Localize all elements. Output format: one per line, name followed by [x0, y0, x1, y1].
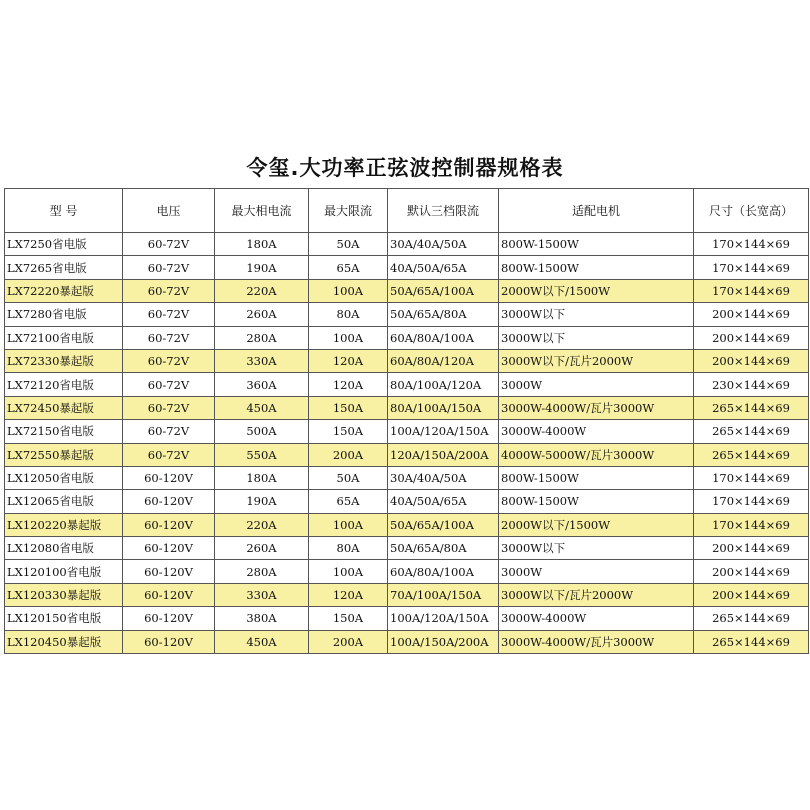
- cell-phase-current: 220A: [215, 513, 309, 536]
- table-row: [5, 490, 809, 513]
- cell-model: LX7265省电版: [5, 256, 123, 279]
- table-row: [5, 303, 809, 326]
- cell-model: LX120330暴起版: [5, 583, 123, 606]
- cell-phase-current: 450A: [215, 630, 309, 653]
- cell-model: LX120150省电版: [5, 607, 123, 630]
- cell-motor: 3000W-4000W: [499, 420, 694, 443]
- cell-phase-current: 260A: [215, 537, 309, 560]
- page-title: 令玺.大功率正弦波控制器规格表: [246, 156, 564, 180]
- cell-phase-current: 330A: [215, 349, 309, 372]
- cell-default-limits: 100A/120A/150A: [388, 607, 499, 630]
- cell-voltage: 60-72V: [123, 396, 215, 419]
- cell-max-limit: 50A: [309, 233, 388, 256]
- cell-phase-current: 330A: [215, 583, 309, 606]
- cell-motor: 800W-1500W: [499, 466, 694, 489]
- cell-motor: 800W-1500W: [499, 233, 694, 256]
- cell-voltage: 60-72V: [123, 349, 215, 372]
- cell-motor: 3000W: [499, 373, 694, 396]
- header-row: [5, 189, 809, 233]
- cell-motor: 800W-1500W: [499, 490, 694, 513]
- cell-voltage: 60-72V: [123, 373, 215, 396]
- cell-model: LX72150省电版: [5, 420, 123, 443]
- cell-default-limits: 30A/40A/50A: [388, 466, 499, 489]
- table-row: [5, 279, 809, 302]
- cell-max-limit: 50A: [309, 466, 388, 489]
- header-model: 型 号: [5, 189, 123, 233]
- cell-model: LX120220暴起版: [5, 513, 123, 536]
- cell-max-limit: 120A: [309, 373, 388, 396]
- cell-size: 170×144×69: [694, 279, 809, 302]
- header-size: 尺寸（长宽高）: [694, 189, 809, 233]
- table-row: [5, 256, 809, 279]
- table-row: [5, 233, 809, 256]
- cell-phase-current: 180A: [215, 466, 309, 489]
- cell-motor: 2000W以下/1500W: [499, 279, 694, 302]
- cell-default-limits: 40A/50A/65A: [388, 256, 499, 279]
- cell-motor: 3000W以下/瓦片2000W: [499, 583, 694, 606]
- cell-size: 200×144×69: [694, 560, 809, 583]
- cell-motor: 3000W以下: [499, 326, 694, 349]
- cell-size: 265×144×69: [694, 630, 809, 653]
- cell-size: 200×144×69: [694, 326, 809, 349]
- cell-size: 265×144×69: [694, 396, 809, 419]
- cell-phase-current: 190A: [215, 256, 309, 279]
- cell-max-limit: 65A: [309, 256, 388, 279]
- cell-voltage: 60-72V: [123, 233, 215, 256]
- cell-phase-current: 450A: [215, 396, 309, 419]
- cell-phase-current: 260A: [215, 303, 309, 326]
- cell-phase-current: 380A: [215, 607, 309, 630]
- cell-motor: 3000W以下: [499, 537, 694, 560]
- cell-max-limit: 100A: [309, 326, 388, 349]
- cell-max-limit: 65A: [309, 490, 388, 513]
- cell-default-limits: 50A/65A/80A: [388, 537, 499, 560]
- header-max-limit: 最大限流: [309, 189, 388, 233]
- header-default-limits: 默认三档限流: [388, 189, 499, 233]
- table-row: [5, 630, 809, 653]
- cell-size: 265×144×69: [694, 420, 809, 443]
- cell-model: LX12080省电版: [5, 537, 123, 560]
- cell-model: LX72450暴起版: [5, 396, 123, 419]
- cell-motor: 3000W-4000W/瓦片3000W: [499, 630, 694, 653]
- cell-max-limit: 80A: [309, 303, 388, 326]
- cell-max-limit: 100A: [309, 279, 388, 302]
- cell-max-limit: 120A: [309, 349, 388, 372]
- cell-max-limit: 100A: [309, 560, 388, 583]
- header-phase-current: 最大相电流: [215, 189, 309, 233]
- cell-voltage: 60-72V: [123, 443, 215, 466]
- table-row: [5, 349, 809, 372]
- cell-phase-current: 190A: [215, 490, 309, 513]
- cell-phase-current: 220A: [215, 279, 309, 302]
- cell-size: 265×144×69: [694, 607, 809, 630]
- cell-motor: 2000W以下/1500W: [499, 513, 694, 536]
- cell-motor: 3000W-4000W/瓦片3000W: [499, 396, 694, 419]
- cell-phase-current: 550A: [215, 443, 309, 466]
- cell-voltage: 60-120V: [123, 560, 215, 583]
- cell-default-limits: 60A/80A/100A: [388, 560, 499, 583]
- cell-voltage: 60-120V: [123, 537, 215, 560]
- cell-default-limits: 60A/80A/120A: [388, 349, 499, 372]
- cell-default-limits: 80A/100A/150A: [388, 396, 499, 419]
- cell-max-limit: 150A: [309, 607, 388, 630]
- cell-size: 170×144×69: [694, 233, 809, 256]
- cell-motor: 3000W-4000W: [499, 607, 694, 630]
- cell-size: 265×144×69: [694, 443, 809, 466]
- table-row: [5, 420, 809, 443]
- cell-size: 200×144×69: [694, 583, 809, 606]
- cell-max-limit: 200A: [309, 443, 388, 466]
- cell-voltage: 60-72V: [123, 303, 215, 326]
- cell-voltage: 60-72V: [123, 420, 215, 443]
- cell-default-limits: 50A/65A/80A: [388, 303, 499, 326]
- table-row: [5, 583, 809, 606]
- cell-size: 170×144×69: [694, 256, 809, 279]
- cell-voltage: 60-72V: [123, 256, 215, 279]
- cell-size: 170×144×69: [694, 513, 809, 536]
- cell-max-limit: 150A: [309, 420, 388, 443]
- cell-voltage: 60-120V: [123, 466, 215, 489]
- cell-motor: 800W-1500W: [499, 256, 694, 279]
- cell-model: LX7250省电版: [5, 233, 123, 256]
- cell-model: LX72330暴起版: [5, 349, 123, 372]
- cell-phase-current: 360A: [215, 373, 309, 396]
- cell-voltage: 60-120V: [123, 490, 215, 513]
- cell-default-limits: 50A/65A/100A: [388, 513, 499, 536]
- cell-motor: 4000W-5000W/瓦片3000W: [499, 443, 694, 466]
- cell-max-limit: 150A: [309, 396, 388, 419]
- cell-default-limits: 100A/120A/150A: [388, 420, 499, 443]
- cell-default-limits: 40A/50A/65A: [388, 490, 499, 513]
- table-row: [5, 373, 809, 396]
- cell-phase-current: 180A: [215, 233, 309, 256]
- table-row: [5, 560, 809, 583]
- cell-default-limits: 60A/80A/100A: [388, 326, 499, 349]
- header-motor: 适配电机: [499, 189, 694, 233]
- cell-default-limits: 50A/65A/100A: [388, 279, 499, 302]
- cell-voltage: 60-120V: [123, 607, 215, 630]
- cell-model: LX72120省电版: [5, 373, 123, 396]
- cell-voltage: 60-72V: [123, 326, 215, 349]
- table-row: [5, 443, 809, 466]
- cell-default-limits: 30A/40A/50A: [388, 233, 499, 256]
- cell-model: LX72220暴起版: [5, 279, 123, 302]
- cell-default-limits: 70A/100A/150A: [388, 583, 499, 606]
- table-row: [5, 513, 809, 536]
- cell-model: LX12065省电版: [5, 490, 123, 513]
- cell-voltage: 60-120V: [123, 583, 215, 606]
- table-row: [5, 326, 809, 349]
- cell-phase-current: 500A: [215, 420, 309, 443]
- cell-default-limits: 100A/150A/200A: [388, 630, 499, 653]
- header-voltage: 电压: [123, 189, 215, 233]
- cell-max-limit: 120A: [309, 583, 388, 606]
- cell-default-limits: 80A/100A/120A: [388, 373, 499, 396]
- cell-model: LX120450暴起版: [5, 630, 123, 653]
- cell-size: 170×144×69: [694, 490, 809, 513]
- cell-phase-current: 280A: [215, 560, 309, 583]
- table-row: [5, 537, 809, 560]
- table-row: [5, 607, 809, 630]
- cell-voltage: 60-120V: [123, 630, 215, 653]
- cell-size: 200×144×69: [694, 349, 809, 372]
- table-row: [5, 396, 809, 419]
- cell-model: LX7280省电版: [5, 303, 123, 326]
- cell-max-limit: 80A: [309, 537, 388, 560]
- cell-motor: 3000W以下: [499, 303, 694, 326]
- cell-size: 170×144×69: [694, 466, 809, 489]
- table-row: [5, 466, 809, 489]
- spec-table: [4, 188, 809, 654]
- cell-model: LX72550暴起版: [5, 443, 123, 466]
- cell-max-limit: 200A: [309, 630, 388, 653]
- cell-size: 230×144×69: [694, 373, 809, 396]
- cell-phase-current: 280A: [215, 326, 309, 349]
- cell-voltage: 60-120V: [123, 513, 215, 536]
- cell-model: LX120100省电版: [5, 560, 123, 583]
- cell-default-limits: 120A/150A/200A: [388, 443, 499, 466]
- cell-model: LX72100省电版: [5, 326, 123, 349]
- table-body: [5, 233, 809, 654]
- cell-voltage: 60-72V: [123, 279, 215, 302]
- cell-size: 200×144×69: [694, 303, 809, 326]
- cell-max-limit: 100A: [309, 513, 388, 536]
- cell-size: 200×144×69: [694, 537, 809, 560]
- cell-motor: 3000W: [499, 560, 694, 583]
- cell-motor: 3000W以下/瓦片2000W: [499, 349, 694, 372]
- cell-model: LX12050省电版: [5, 466, 123, 489]
